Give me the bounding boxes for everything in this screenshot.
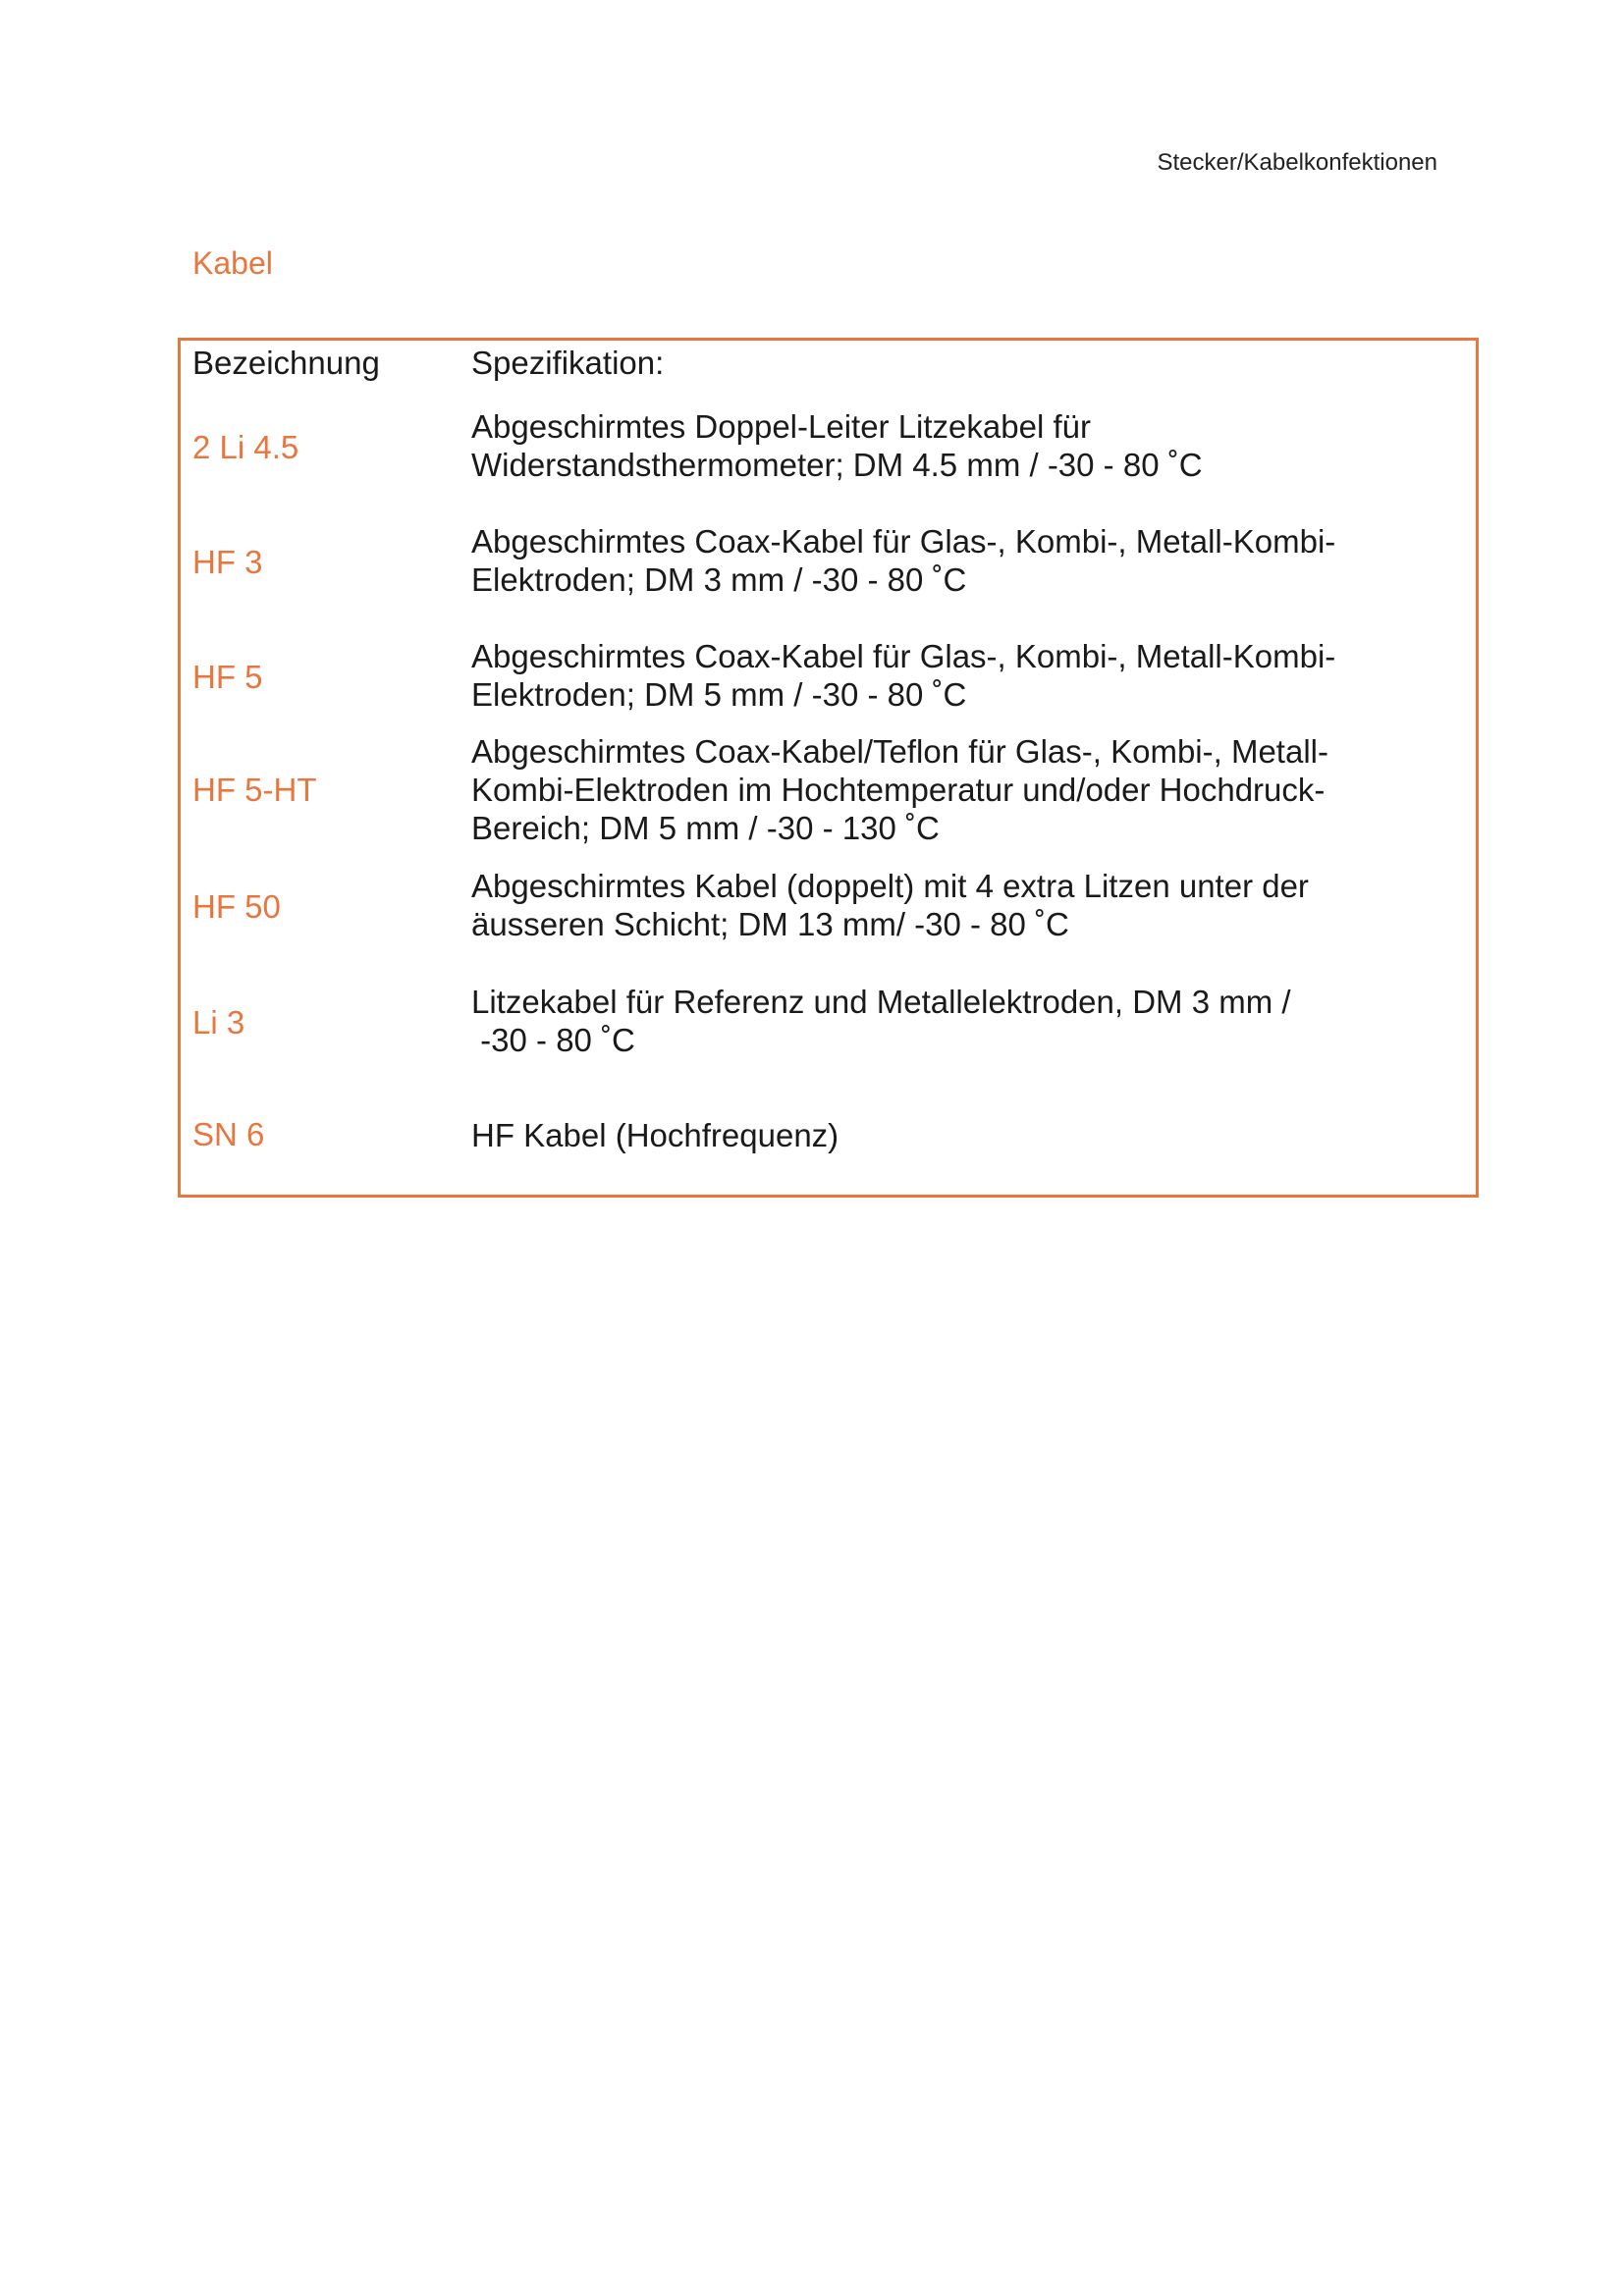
spec-line: Litzekabel für Referenz und Metallelektroden, DM 3 mm / bbox=[471, 984, 1291, 1020]
spec-line: äusseren Schicht; DM 13 mm/ -30 - 80 ˚C bbox=[471, 906, 1069, 942]
spec-line: Abgeschirmtes Coax-Kabel für Glas-, Kombi-, Metall-Kombi- bbox=[471, 638, 1336, 674]
column-header-spec: Spezifikation: bbox=[471, 345, 665, 381]
cable-spec bbox=[471, 732, 1414, 847]
cable-name: HF 3 bbox=[192, 544, 263, 580]
spec-line: Abgeschirmtes Coax-Kabel für Glas-, Kombi-, Metall-Kombi- bbox=[471, 523, 1336, 560]
cable-name: HF 50 bbox=[192, 888, 281, 925]
running-header: Stecker/Kabelkonfektionen bbox=[1157, 149, 1437, 176]
spec-line: -30 - 80 ˚C bbox=[471, 1022, 635, 1058]
cable-spec bbox=[471, 867, 1414, 943]
spec-line: Elektroden; DM 5 mm / -30 - 80 ˚C bbox=[471, 676, 967, 713]
spec-line: Abgeschirmtes Doppel-Leiter Litzekabel für bbox=[471, 408, 1091, 445]
column-header-name: Bezeichnung bbox=[192, 345, 380, 381]
cable-spec bbox=[471, 1116, 1414, 1154]
cable-name: 2 Li 4.5 bbox=[192, 429, 299, 465]
cable-spec bbox=[471, 983, 1414, 1059]
cable-name: Li 3 bbox=[192, 1004, 245, 1041]
cable-spec bbox=[471, 637, 1414, 714]
section-title: Kabel bbox=[192, 245, 273, 281]
table-header-row bbox=[192, 345, 1476, 403]
cable-name: HF 5 bbox=[192, 659, 263, 695]
cable-spec bbox=[471, 407, 1414, 484]
cable-spec bbox=[471, 522, 1414, 599]
spec-line: Abgeschirmtes Kabel (doppelt) mit 4 extra Litzen unter der bbox=[471, 868, 1309, 904]
cable-name: SN 6 bbox=[192, 1116, 265, 1152]
spec-line: Elektroden; DM 3 mm / -30 - 80 ˚C bbox=[471, 561, 967, 598]
spec-line: Widerstandsthermometer; DM 4.5 mm / -30 - 80 ˚C bbox=[471, 447, 1203, 483]
cable-spec-table bbox=[178, 338, 1479, 1198]
spec-line: HF Kabel (Hochfrequenz) bbox=[471, 1117, 839, 1153]
spec-line: Kombi-Elektroden im Hochtemperatur und/oder Hochdruck- bbox=[471, 772, 1326, 808]
cable-name: HF 5-HT bbox=[192, 772, 317, 808]
spec-line: Bereich; DM 5 mm / -30 - 130 ˚C bbox=[471, 810, 940, 846]
spec-line: Abgeschirmtes Coax-Kabel/Teflon für Glas-, Kombi-, Metall- bbox=[471, 733, 1328, 770]
